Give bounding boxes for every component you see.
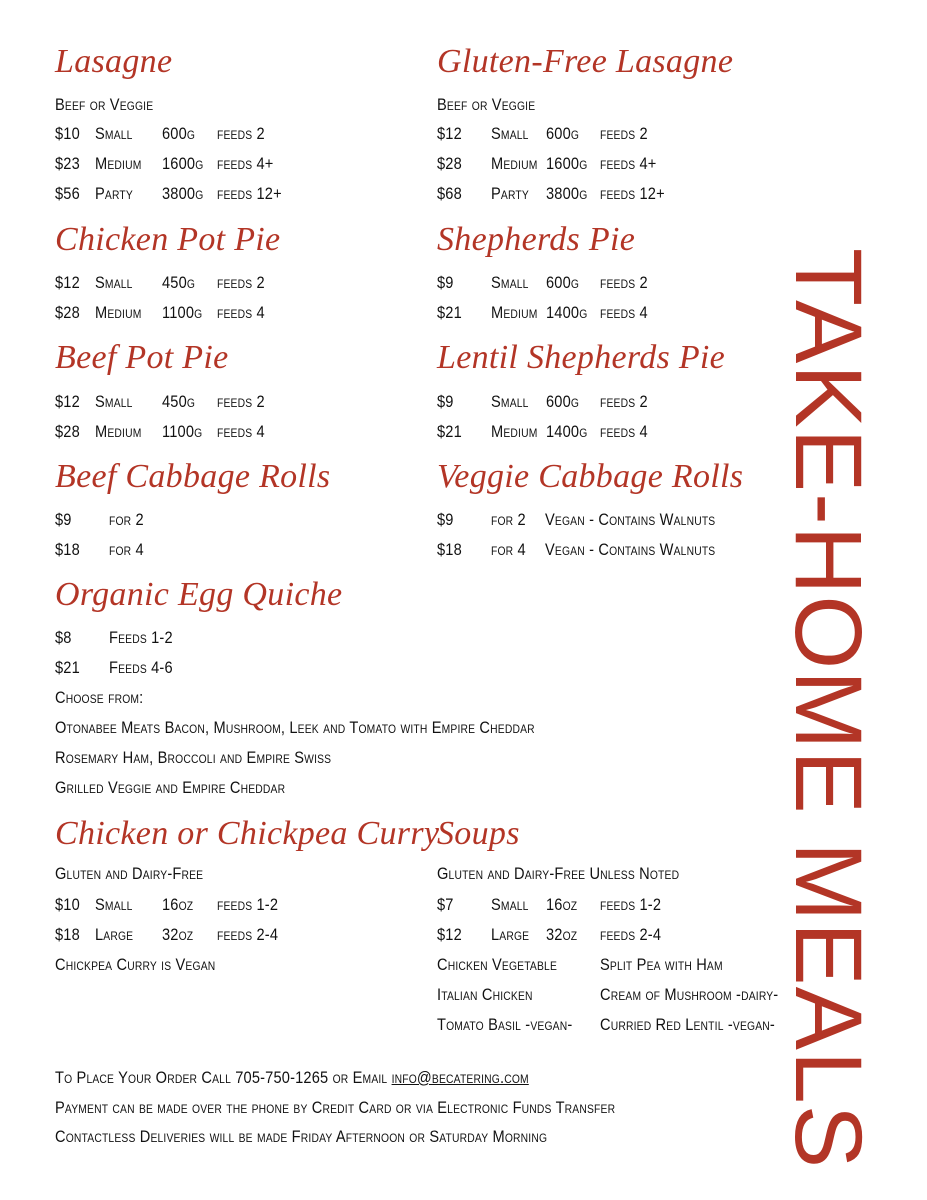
weight: 1600g <box>162 154 204 173</box>
size: Small <box>95 124 133 143</box>
price: $9 <box>437 392 454 411</box>
email-link[interactable]: info@becatering.com <box>391 1068 529 1087</box>
soups-title: Soups <box>437 815 520 852</box>
soup-variety: Split Pea with Ham <box>600 955 723 974</box>
size: Medium <box>491 154 538 173</box>
beef-pot-pie-title: Beef Pot Pie <box>55 339 229 376</box>
weight: 1100g <box>162 422 203 441</box>
volume: 32oz <box>546 925 578 944</box>
weight: 450g <box>162 273 196 292</box>
serves: Feeds 1-2 <box>109 628 173 647</box>
shepherds-pie-title: Shepherds Pie <box>437 221 636 258</box>
volume: 32oz <box>162 925 194 944</box>
lasagne-title: Lasagne <box>55 43 173 80</box>
size: Party <box>491 184 529 203</box>
weight: 1600g <box>546 154 588 173</box>
size: Small <box>491 392 529 411</box>
chicken-pot-pie-title: Chicken Pot Pie <box>55 221 281 258</box>
price: $8 <box>55 628 72 647</box>
soup-variety: Chicken Vegetable <box>437 955 558 974</box>
qty: for 2 <box>109 510 144 529</box>
qty: for 4 <box>109 540 144 559</box>
serves: feeds 2-4 <box>600 925 662 944</box>
beef-cabbage-rolls-title: Beef Cabbage Rolls <box>55 458 331 495</box>
serves: feeds 4 <box>217 303 265 322</box>
price: $9 <box>55 510 72 529</box>
size: Medium <box>95 154 142 173</box>
size: Large <box>491 925 530 944</box>
serves: feeds 2 <box>217 273 265 292</box>
lentil-shepherds-pie-title: Lentil Shepherds Pie <box>437 339 726 376</box>
price: $21 <box>437 303 462 322</box>
soups-desc: Gluten and Dairy-Free Unless Noted <box>437 864 680 883</box>
qty: for 4 <box>491 540 526 559</box>
size: Small <box>491 124 529 143</box>
size: Small <box>95 273 133 292</box>
serves: feeds 12+ <box>600 184 665 203</box>
weight: 600g <box>162 124 196 143</box>
weight: 600g <box>546 273 580 292</box>
serves: feeds 2 <box>217 124 265 143</box>
size: Small <box>95 392 133 411</box>
serves: feeds 2 <box>600 392 648 411</box>
price: $18 <box>55 540 80 559</box>
serves: feeds 4 <box>600 422 648 441</box>
footer-payment-line: Payment can be made over the phone by Credit Card or via Electronic Funds Transfer <box>55 1098 616 1117</box>
volume: 16oz <box>546 895 578 914</box>
price: $10 <box>55 124 80 143</box>
serves: feeds 12+ <box>217 184 282 203</box>
price: $28 <box>437 154 462 173</box>
weight: 3800g <box>546 184 588 203</box>
price: $56 <box>55 184 80 203</box>
size: Party <box>95 184 133 203</box>
serves: feeds 1-2 <box>600 895 662 914</box>
size: Small <box>95 895 133 914</box>
serves: feeds 2 <box>600 124 648 143</box>
price: $28 <box>55 303 80 322</box>
note: Vegan - Contains Walnuts <box>545 540 716 559</box>
weight: 3800g <box>162 184 204 203</box>
soup-variety: Cream of Mushroom -dairy- <box>600 985 779 1004</box>
size: Large <box>95 925 134 944</box>
serves: Feeds 4-6 <box>109 658 173 677</box>
weight: 1400g <box>546 303 588 322</box>
serves: feeds 1-2 <box>217 895 279 914</box>
price: $21 <box>55 658 80 677</box>
soup-variety: Curried Red Lentil -vegan- <box>600 1015 775 1034</box>
quiche-option: Otonabee Meats Bacon, Mushroom, Leek and Tomato with Empire Cheddar <box>55 718 535 737</box>
gf-lasagne-title: Gluten-Free Lasagne <box>437 43 734 80</box>
size: Medium <box>95 303 142 322</box>
serves: feeds 4 <box>217 422 265 441</box>
price: $12 <box>437 925 462 944</box>
weight: 1400g <box>546 422 588 441</box>
price: $18 <box>437 540 462 559</box>
curry-desc: Gluten and Dairy-Free <box>55 864 204 883</box>
price: $7 <box>437 895 454 914</box>
price: $9 <box>437 273 454 292</box>
soup-variety: Italian Chicken <box>437 985 533 1004</box>
quiche-choose: Choose from: <box>55 688 144 707</box>
weight: 450g <box>162 392 196 411</box>
price: $10 <box>55 895 80 914</box>
price: $28 <box>55 422 80 441</box>
weight: 600g <box>546 392 580 411</box>
serves: feeds 4+ <box>600 154 657 173</box>
price: $9 <box>437 510 454 529</box>
volume: 16oz <box>162 895 194 914</box>
price: $21 <box>437 422 462 441</box>
footer-delivery-line: Contactless Deliveries will be made Friday Afternoon or Saturday Morning <box>55 1127 548 1146</box>
weight: 600g <box>546 124 580 143</box>
curry-note: Chickpea Curry is Vegan <box>55 955 216 974</box>
serves: feeds 2-4 <box>217 925 279 944</box>
price: $68 <box>437 184 462 203</box>
size: Medium <box>491 422 538 441</box>
size: Medium <box>95 422 142 441</box>
size: Small <box>491 273 529 292</box>
serves: feeds 4+ <box>217 154 274 173</box>
quiche-option: Grilled Veggie and Empire Cheddar <box>55 778 286 797</box>
side-title: TAKE-HOME MEALS <box>775 248 881 1170</box>
footer-order-line <box>55 1069 529 1086</box>
weight: 1100g <box>162 303 203 322</box>
serves: feeds 2 <box>217 392 265 411</box>
lasagne-desc: Beef or Veggie <box>55 95 154 114</box>
qty: for 2 <box>491 510 526 529</box>
veggie-cabbage-rolls-title: Veggie Cabbage Rolls <box>437 458 744 495</box>
serves: feeds 4 <box>600 303 648 322</box>
price: $23 <box>55 154 80 173</box>
footer-order-text: To Place Your Order Call 705-750-1265 or Email <box>55 1068 392 1087</box>
serves: feeds 2 <box>600 273 648 292</box>
note: Vegan - Contains Walnuts <box>545 510 716 529</box>
curry-title: Chicken or Chickpea Curry <box>55 815 440 852</box>
quiche-title: Organic Egg Quiche <box>55 576 343 613</box>
price: $12 <box>55 273 80 292</box>
price: $18 <box>55 925 80 944</box>
soup-variety: Tomato Basil -vegan- <box>437 1015 573 1034</box>
quiche-option: Rosemary Ham, Broccoli and Empire Swiss <box>55 748 332 767</box>
price: $12 <box>437 124 462 143</box>
size: Small <box>491 895 529 914</box>
size: Medium <box>491 303 538 322</box>
gf-lasagne-desc: Beef or Veggie <box>437 95 536 114</box>
price: $12 <box>55 392 80 411</box>
